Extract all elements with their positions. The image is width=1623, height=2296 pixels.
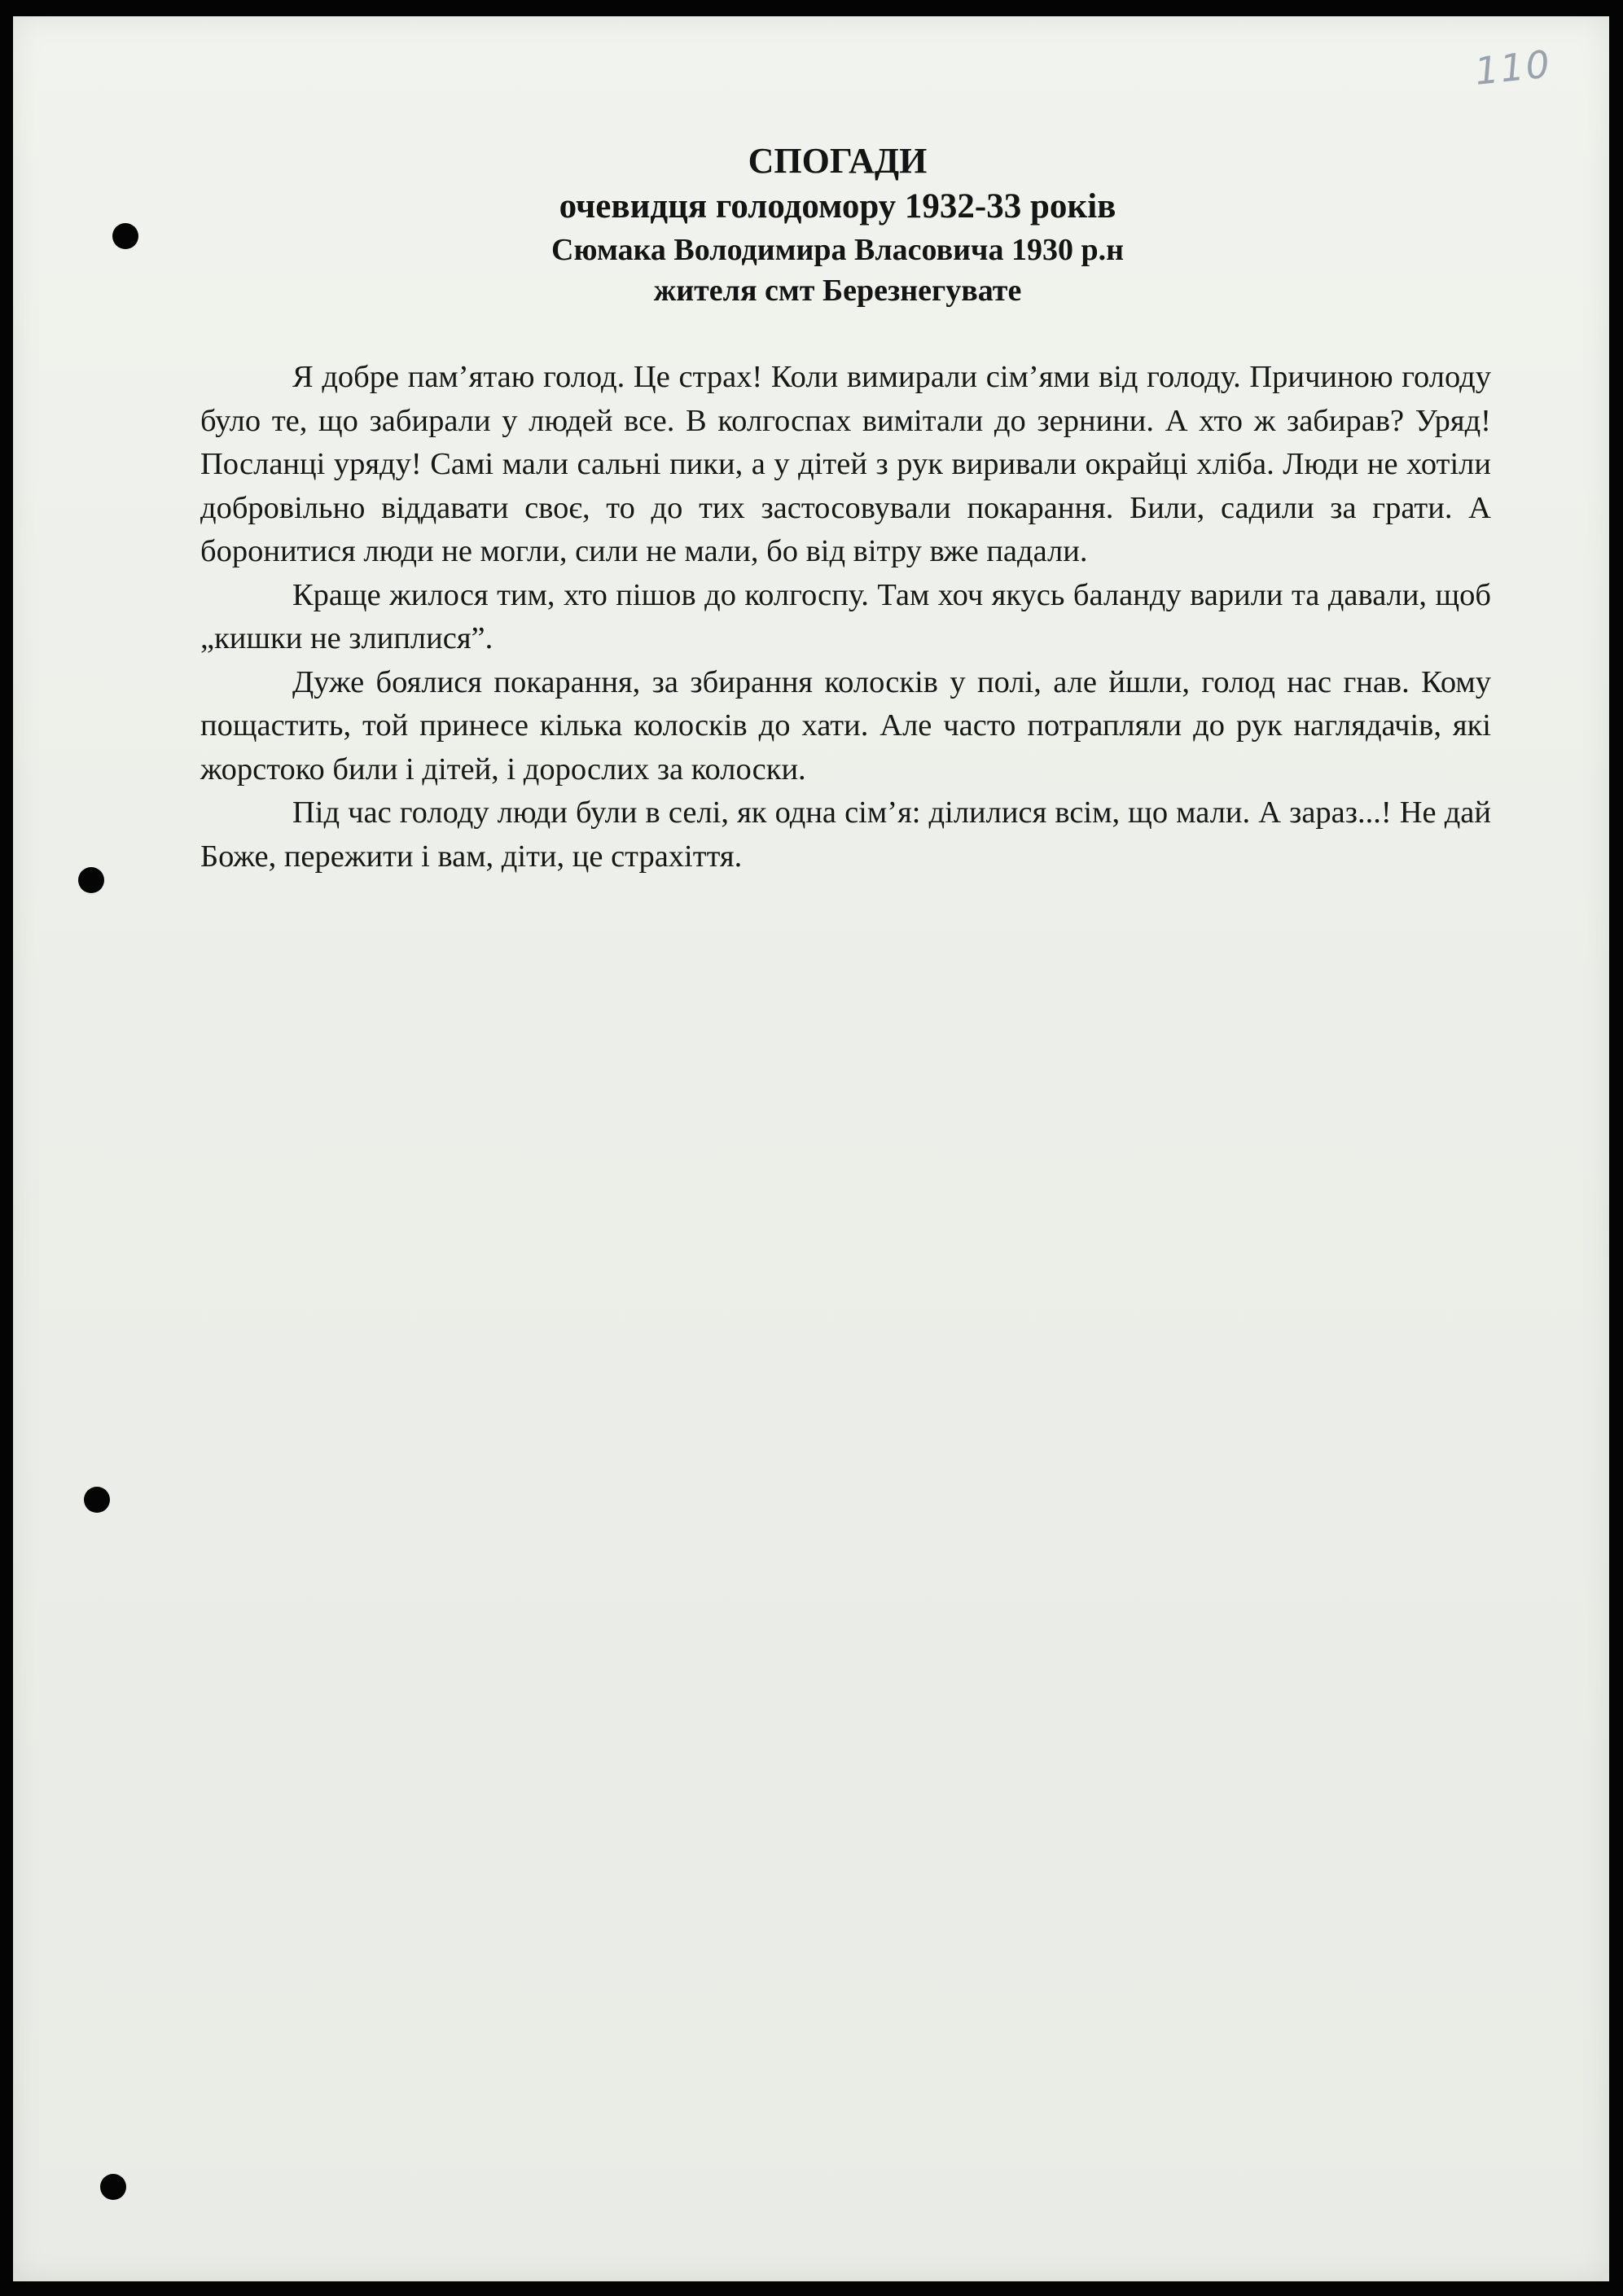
paragraph: Під час голоду люди були в селі, як одна сім’я: ділилися всім, що мали. А зараз...! Не дай Боже, пережити і вам, діти, це страхіття. — [200, 795, 1491, 874]
document-page — [13, 16, 1609, 2281]
paragraph: Краще жилося тим, хто пішов до колгоспу. Там хоч якусь баланду варили та давали, щоб „кишки не злиплися”. — [200, 577, 1491, 655]
document-title: СПОГАДИ — [748, 141, 928, 181]
author-name: Сюмака Володимира Власовича 1930 р.н — [551, 233, 1124, 267]
document-header — [13, 138, 1623, 311]
author-residence: жителя смт Березнегувате — [653, 274, 1022, 308]
document-body — [200, 356, 1491, 879]
punch-hole — [84, 1487, 110, 1513]
paragraph: Я добре пам’ятаю голод. Це страх! Коли вимирали сім’ями від голоду. Причиною голоду було те, що забирали у людей все. В колгоспах вимітали до зернини. А хто ж забирав? Уряд! Посланці уряду! Самі мали сальні пики, а у дітей з рук виривали окрайці хліба. Люди не хотіли добровільно віддавати своє, то до тих застосовували покарання. Били, садили за грати. А боронитися люди не могли, сили не мали, бо від вітру вже падали. — [200, 360, 1491, 568]
punch-hole — [100, 2174, 126, 2200]
document-subtitle: очевидця голодомору 1932-33 років — [559, 187, 1116, 226]
paragraph: Дуже боялися покарання, за збирання колосків у полі, але йшли, голод нас гнав. Кому пощастить, той принесе кілька колосків до хати. Але часто потрапляли до рук наглядачів, які жорстоко били і дітей, і дорослих за колоски. — [200, 664, 1491, 787]
page-number: 110 — [1472, 42, 1554, 94]
punch-hole — [78, 867, 104, 893]
